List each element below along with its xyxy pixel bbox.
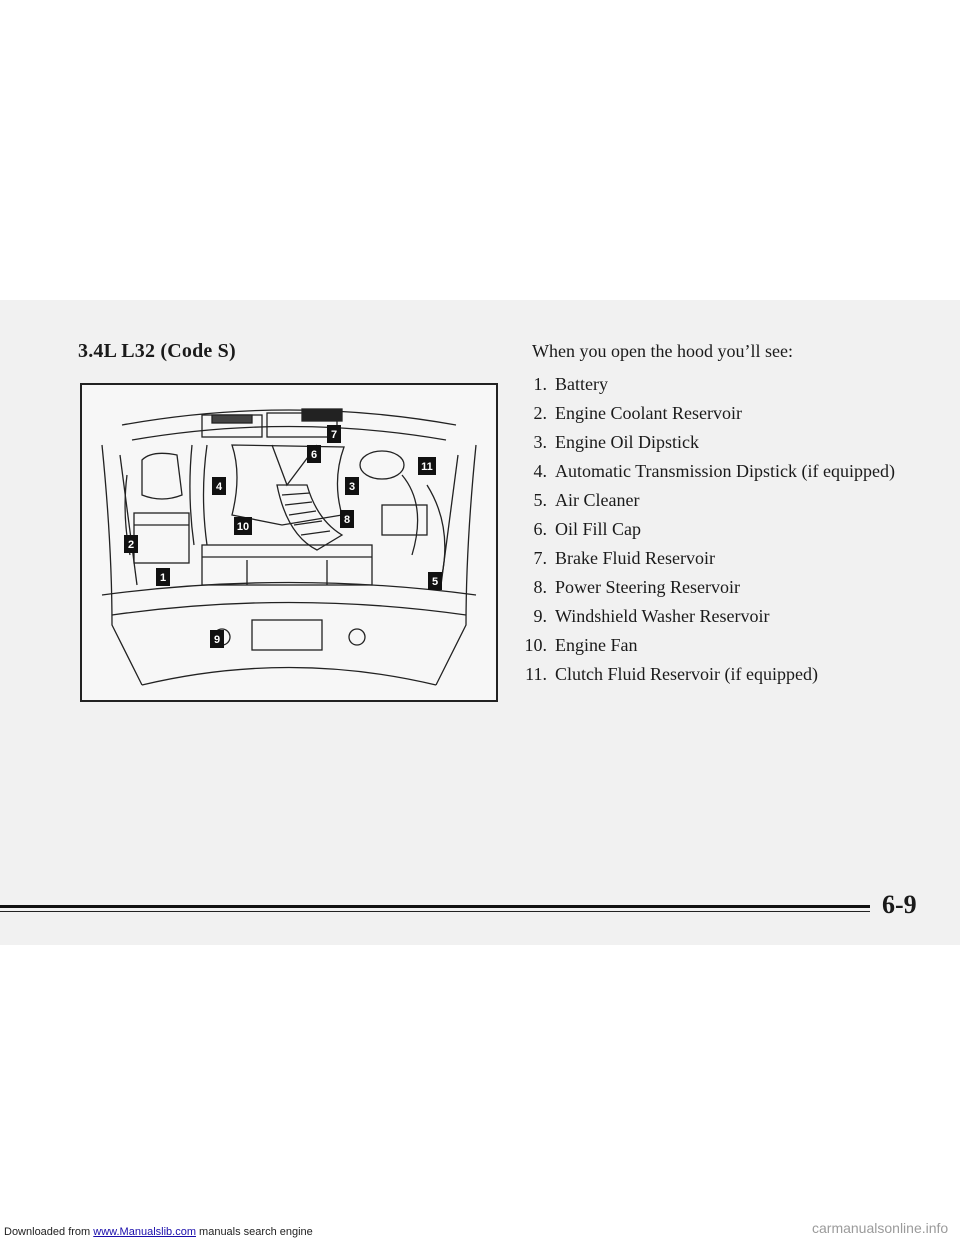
list-item: 3. Engine Oil Dipstick — [533, 432, 699, 452]
list-item: 8. Power Steering Reservoir — [533, 577, 740, 597]
list-item: 10. Engine Fan — [524, 635, 638, 655]
callout-1 — [156, 568, 170, 586]
watermark: carmanualsonline.info — [812, 1220, 949, 1236]
download-credit: Downloaded from www.Manualslib.com manuals search engine — [4, 1226, 313, 1238]
intro-text: When you open the hood you’ll see: — [532, 341, 793, 361]
list-item: 6. Oil Fill Cap — [533, 519, 642, 539]
list-item: 1. Battery — [533, 374, 608, 394]
callout-2 — [124, 535, 138, 553]
svg-text:6: 6 — [310, 449, 318, 461]
callout-5 — [428, 572, 442, 590]
callout-3 — [345, 477, 359, 495]
list-item: 4. Automatic Transmission Dipstick (if equipped) — [533, 461, 895, 481]
svg-text:4: 4 — [215, 481, 223, 493]
page-number: 6-9 — [882, 890, 917, 919]
footer-rule-thin — [0, 911, 870, 912]
list-item: 7. Brake Fluid Reservoir — [533, 548, 715, 568]
svg-text:10: 10 — [236, 521, 250, 533]
svg-text:11: 11 — [421, 461, 433, 473]
callout-7 — [327, 425, 341, 443]
callout-4 — [212, 477, 226, 495]
footer-rule — [0, 905, 870, 908]
callout-6 — [307, 445, 321, 463]
callout-11 — [418, 457, 436, 475]
list-item: 9. Windshield Washer Reservoir — [533, 606, 770, 626]
svg-text:9: 9 — [213, 634, 221, 646]
svg-text:7: 7 — [330, 429, 338, 441]
manualslib-link[interactable]: www.Manualslib.com — [93, 1226, 196, 1238]
svg-text:8: 8 — [343, 514, 351, 526]
callout-9 — [210, 630, 224, 648]
svg-text:5: 5 — [431, 576, 439, 588]
callout-8 — [340, 510, 354, 528]
list-item: 2. Engine Coolant Reservoir — [533, 403, 742, 423]
engine-compartment-illustration — [80, 383, 498, 702]
component-list — [505, 370, 895, 689]
svg-text:1: 1 — [159, 572, 167, 584]
list-item: 5. Air Cleaner — [533, 490, 640, 510]
callout-markers — [124, 425, 442, 648]
list-item: 11. Clutch Fluid Reservoir (if equipped) — [525, 664, 818, 684]
callout-10 — [234, 517, 252, 535]
svg-text:2: 2 — [127, 539, 135, 551]
svg-text:3: 3 — [348, 481, 356, 493]
section-title: 3.4L L32 (Code S) — [78, 340, 236, 362]
